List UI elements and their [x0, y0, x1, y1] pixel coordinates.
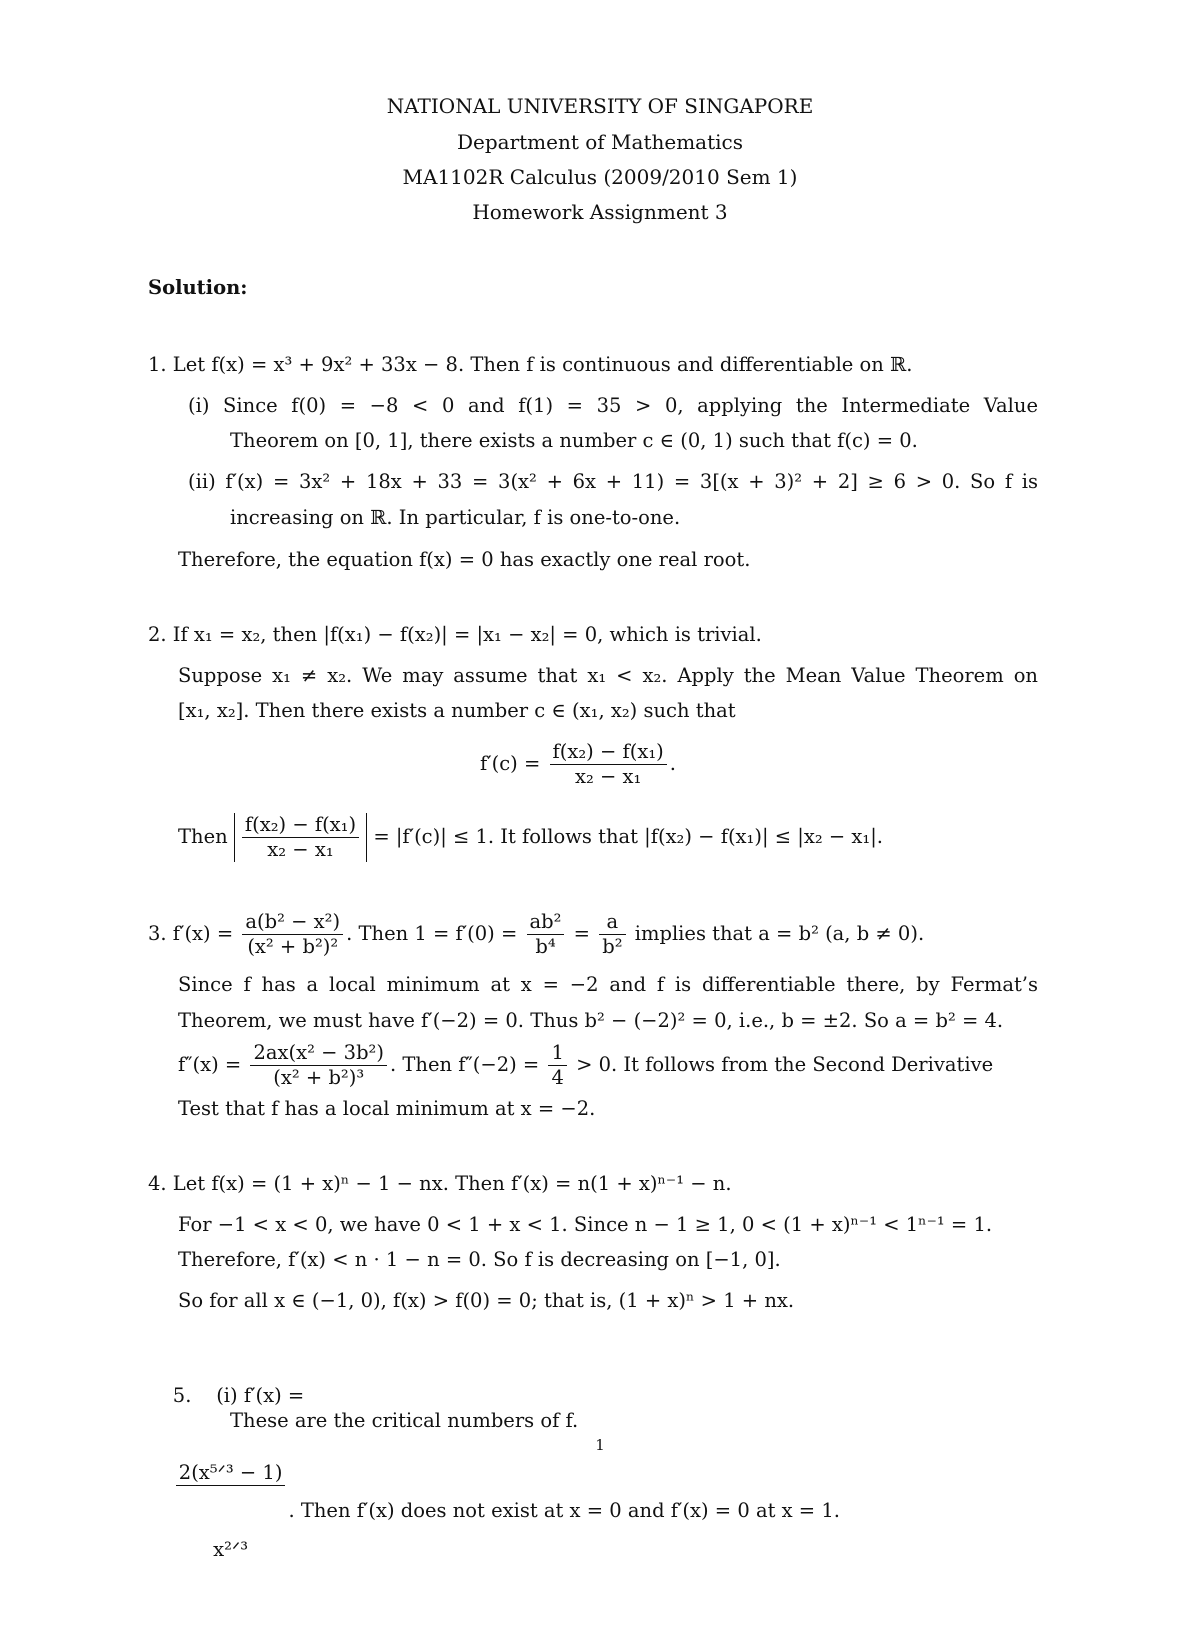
- q3-since-line2: Theorem, we must have f′(−2) = 0. Thus b² − (−2)² = 0, i.e., b = ±2. So a = b² = 4.: [178, 1009, 1004, 1032]
- q3-test-line: Test that f has a local minimum at x = −2.: [178, 1097, 596, 1120]
- q3-derivative-fraction: [242, 910, 343, 959]
- q1-part-i-line1: (i) Since f(0) = −8 < 0 and f(1) = 35 > 0, applying the Intermediate Value: [188, 394, 1038, 417]
- mvt-end: .: [669, 752, 676, 775]
- q3-derivative-numerator: a(b² − x²): [242, 910, 343, 935]
- q4-intro: 4. Let f(x) = (1 + x)ⁿ − 1 − nx. Then f′(x) = n(1 + x)ⁿ⁻¹ − n.: [148, 1172, 732, 1195]
- q5-denominator: x²ᐟ³: [213, 1538, 249, 1561]
- q3-fraction3-denominator: b²: [602, 935, 623, 958]
- course-title: MA1102R Calculus (2009/2010 Sem 1): [402, 165, 798, 189]
- q3-label: 3. f′(x) =: [148, 922, 234, 945]
- q4-for-line: For −1 < x < 0, we have 0 < 1 + x < 1. Since n − 1 ≥ 1, 0 < (1 + x)ⁿ⁻¹ < 1ⁿ⁻¹ = 1.: [178, 1213, 993, 1236]
- q2-suppose-line2: [x₁, x₂]. Then there exists a number c ∈ (x₁, x₂) such that: [178, 699, 736, 722]
- q5-line1: [148, 1357, 840, 1640]
- q3-f2-tail: > 0. It follows from the Second Derivative: [576, 1053, 994, 1076]
- q1-part-i-line2: Theorem on [0, 1], there exists a number c ∈ (0, 1) such that f(c) = 0.: [230, 429, 918, 452]
- department-title: Department of Mathematics: [456, 130, 743, 154]
- abs-value: [234, 813, 367, 862]
- q3-fraction2-denominator: b⁴: [535, 935, 556, 958]
- q5-label: 5. (i) f′(x) =: [172, 1384, 305, 1407]
- q4-so-line: So for all x ∈ (−1, 0), f(x) > f(0) = 0; that is, (1 + x)ⁿ > 1 + nx.: [178, 1289, 795, 1312]
- mvt-numerator: f(x₂) − f(x₁): [550, 740, 667, 765]
- q5-tail: . Then f′(x) does not exist at x = 0 and f′(x) = 0 at x = 1.: [288, 1499, 840, 1522]
- q1-part-ii-line1: (ii) f′(x) = 3x² + 18x + 33 = 3(x² + 6x + 11) = 3[(x + 3)² + 2] ≥ 6 > 0. So f is: [188, 470, 1038, 493]
- solution-heading: Solution:: [148, 276, 248, 299]
- abs-denominator: x₂ − x₁: [267, 838, 334, 861]
- q3-fraction2-numerator: ab²: [527, 910, 565, 935]
- q3-derivative-denominator: (x² + b²)²: [247, 935, 339, 958]
- q5-critical-line: These are the critical numbers of f.: [230, 1409, 579, 1432]
- q3-f2-label: f″(x) =: [178, 1053, 242, 1076]
- q3-line1: [148, 910, 924, 959]
- q3-fraction3-numerator: a: [599, 910, 625, 935]
- mvt-fraction: [550, 740, 667, 789]
- abs-numerator: f(x₂) − f(x₁): [242, 813, 359, 838]
- q3-equals: =: [573, 922, 591, 945]
- q2-intro: 2. If x₁ = x₂, then |f(x₁) − f(x₂)| = |x₁ − x₂| = 0, which is trivial.: [148, 623, 762, 646]
- q3-quarter-numerator: 1: [548, 1041, 566, 1066]
- q3-mid1: . Then 1 = f′(0) =: [346, 922, 518, 945]
- q3-quarter-denominator: 4: [551, 1066, 564, 1089]
- q5-numerator: 2(x⁵ᐟ³ − 1): [176, 1461, 286, 1486]
- q1-conclusion: Therefore, the equation f(x) = 0 has exactly one real root.: [178, 548, 751, 571]
- q3-tail1: implies that a = b² (a, b ≠ 0).: [634, 922, 925, 945]
- abs-fraction: [242, 813, 359, 862]
- q2-then-line: [178, 813, 883, 862]
- university-title: NATIONAL UNIVERSITY OF SINGAPORE: [386, 94, 814, 118]
- page-number: 1: [595, 1436, 605, 1454]
- q1-part-ii-line2: increasing on ℝ. In particular, f is one-to-one.: [230, 506, 681, 529]
- q2-suppose-line1: Suppose x₁ ≠ x₂. We may assume that x₁ < x₂. Apply the Mean Value Theorem on: [178, 664, 1038, 687]
- q3-fraction3: [599, 910, 625, 959]
- q3-f2-fraction: [250, 1041, 387, 1090]
- q2-mvt-equation: [480, 740, 676, 789]
- q3-fraction2: [527, 910, 565, 959]
- q4-therefore-line: Therefore, f′(x) < n · 1 − n = 0. So f is decreasing on [−1, 0].: [178, 1248, 781, 1271]
- q3-f2-mid: . Then f″(−2) =: [389, 1053, 540, 1076]
- then-word: Then: [178, 825, 228, 848]
- q3-quarter-fraction: [548, 1041, 566, 1090]
- mvt-lhs: f′(c) =: [480, 752, 541, 775]
- q3-second-derivative-line: [178, 1041, 993, 1090]
- q1-intro: 1. Let f(x) = x³ + 9x² + 33x − 8. Then f is continuous and differentiable on ℝ.: [148, 353, 913, 376]
- q3-f2-denominator: (x² + b²)³: [273, 1066, 365, 1089]
- assignment-title: Homework Assignment 3: [472, 200, 728, 224]
- q3-since-line1: Since f has a local minimum at x = −2 and f is differentiable there, by Fermat’s: [178, 973, 1038, 996]
- q3-f2-numerator: 2ax(x² − 3b²): [250, 1041, 387, 1066]
- then-rest: = |f′(c)| ≤ 1. It follows that |f(x₂) − f(x₁)| ≤ |x₂ − x₁|.: [373, 825, 883, 848]
- mvt-denominator: x₂ − x₁: [574, 765, 642, 788]
